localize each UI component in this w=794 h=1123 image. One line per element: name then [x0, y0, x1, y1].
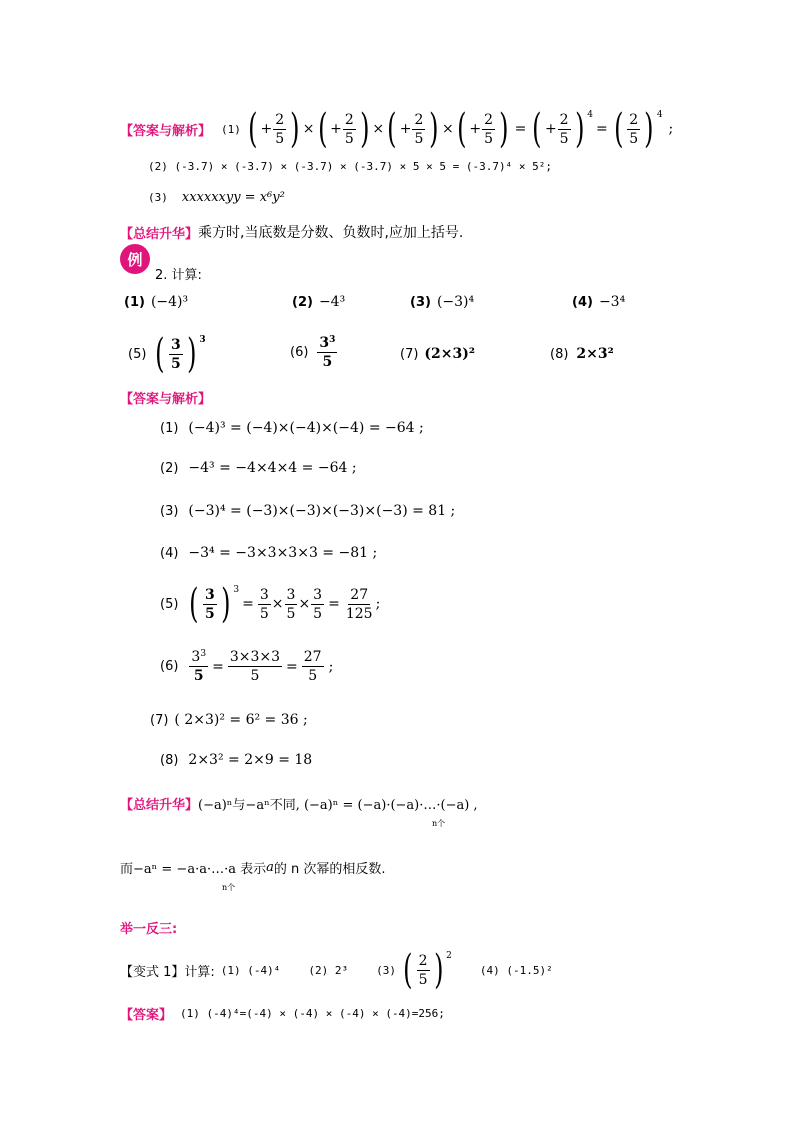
solution-number: (4) — [160, 545, 179, 561]
item-number: (8) — [550, 346, 569, 362]
ex2-item-2 — [292, 294, 345, 310]
variant1-item-2: (2) 2³ — [308, 963, 349, 977]
ex2-item-8 — [550, 346, 614, 362]
solution-number: (8) — [160, 752, 179, 768]
example-badge: 例 — [120, 244, 150, 274]
summary-line2-variable: a — [266, 860, 274, 875]
solution-number: (1) — [160, 420, 179, 436]
summary-label: 【总结升华】 — [120, 798, 199, 813]
solution-expression: (−4)³ = (−4)×(−4)×(−4) = −64 ; — [188, 420, 424, 436]
ex1-part1-number: (1) — [221, 122, 241, 136]
ex2-solution-2 — [160, 460, 357, 476]
ex1-summary-text: 乘方时,当底数是分数、负数时,应加上括号. — [198, 225, 464, 241]
item-number: (3) — [410, 294, 431, 310]
ex2-solution-3 — [160, 503, 455, 519]
solution-expression: −3⁴ = −3×3×3×3 = −81 ; — [188, 545, 378, 561]
item-expression: −4³ — [318, 294, 346, 310]
ex2-solution-6 — [160, 648, 333, 685]
variant1-answer-row — [120, 1004, 445, 1023]
solution-number: (6) — [160, 659, 179, 674]
underbrace-label-2: n个 — [222, 883, 236, 892]
solution-expression: ( 2×3)² = 6² = 36 ; — [174, 712, 308, 728]
ex2-item-6 — [290, 334, 338, 371]
solution-number: (5) — [160, 596, 179, 612]
ex2-item-3 — [410, 294, 474, 310]
ex2-answer-label: 【答案与解析】 — [120, 392, 212, 407]
item-expression: −3⁴ — [598, 294, 626, 310]
summary-label: 【总结升华】 — [120, 226, 199, 242]
answer-analysis-label: 【答案与解析】 — [120, 123, 212, 139]
item-expression: (−4)³ — [150, 294, 189, 310]
variant1-item-3: (3) — [376, 963, 397, 977]
ex2-summary-line2 — [120, 858, 386, 877]
ex1-answer-row — [120, 108, 673, 150]
item-number: (7) — [400, 346, 419, 362]
ex2-solution-5 — [160, 581, 381, 627]
ex1-part3-expression: xxxxxxyy = x⁶y² — [181, 190, 285, 205]
item-expression: $\frac{3^3}{5}$ — [319, 335, 336, 370]
ex2-solution-8 — [160, 752, 312, 768]
ex2-solution-4 — [160, 545, 377, 561]
ex1-part1-expression: ( + $\frac{2}{5}$ ) × ( + $\frac{2}{5}$ ) × ( + $\frac{2}{5}$ ) × ( + $\frac{2}{5}$ ) = ( + $\frac{2}{5}$ ) 4 = ( $\frac{2}{5}$ ) 4 ; — [248, 106, 674, 152]
ex1-part3-number: (3) — [148, 191, 168, 204]
variant1-prompt: 计算: — [184, 964, 215, 980]
solution-number: (7) — [150, 712, 169, 728]
ex1-summary-row — [120, 222, 463, 242]
underbrace-label: n个 — [432, 819, 446, 828]
solution-expression: ( $\frac{3}{5}$ ) 3 = $\frac{3}{5}$ × $\frac{3}{5}$ × $\frac{3}{5}$ = $\frac{27}{125}$ ; — [189, 581, 381, 627]
item-number: (6) — [290, 345, 309, 360]
ex1-part2: (2) (-3.7) × (-3.7) × (-3.7) × (-3.7) × 5 × 5 = (-3.7)⁴ × 5²; — [148, 160, 552, 173]
variant1-answer-1: (1) (-4)⁴=(-4) × (-4) × (-4) × (-4)=256; — [180, 1007, 445, 1020]
item-number: (5) — [128, 346, 147, 362]
variant1-label: 【变式 1】 — [120, 964, 185, 980]
summary-line2-text: 而−aⁿ = −a·a·…·a 表示 — [120, 862, 267, 877]
summary-line2-end: 的 n 次幂的相反数. — [273, 862, 386, 877]
ex2-item-4 — [572, 294, 625, 310]
solution-expression: 2×3² = 2×9 = 18 — [188, 752, 313, 768]
variant1-row — [120, 947, 553, 993]
ex2-problem-heading: 2. 计算: — [155, 268, 202, 283]
solution-number: (3) — [160, 503, 179, 519]
ex1-part3-row — [148, 190, 285, 205]
ex2-summary-line1: (−a)ⁿ与−aⁿ不同, (−a)ⁿ = (−a)·(−a)·…·(−a) , — [198, 798, 478, 813]
variant1-item-4: (4) (-1.5)² — [479, 963, 553, 977]
item-expression: 2×3² — [576, 346, 614, 362]
answer-label: 【答案】 — [120, 1008, 173, 1023]
item-expression: (−3)⁴ — [436, 294, 475, 310]
ex2-solution-7 — [150, 712, 308, 728]
item-number: (4) — [572, 294, 593, 310]
ex2-item-1 — [124, 294, 188, 310]
solution-expression: −4³ = −4×4×4 = −64 ; — [188, 460, 357, 476]
ex2-solution-1 — [160, 420, 424, 436]
variant1-item-1: (1) (-4)⁴ — [220, 963, 281, 977]
variations-heading: 举一反三: — [120, 922, 178, 937]
solution-number: (2) — [160, 460, 179, 476]
item-number: (1) — [124, 294, 145, 310]
item-expression: (2×3)² — [424, 346, 476, 362]
solution-expression: $\frac{3^3}{5}$ = $\frac{3\times 3\times 3}{5}$ = $\frac{27}{5}$ ; — [191, 649, 334, 684]
variant1-item-3-expression: ( $\frac{2}{5}$ ) 2 — [403, 947, 452, 993]
item-number: (2) — [292, 294, 313, 310]
solution-expression: (−3)⁴ = (−3)×(−3)×(−3)×(−3) = 81 ; — [188, 503, 456, 519]
ex2-summary-row — [120, 794, 478, 813]
item-expression: ( $\frac{3}{5}$ ) 3 — [155, 331, 206, 377]
ex2-item-7 — [400, 346, 475, 362]
ex2-item-5 — [128, 331, 206, 377]
